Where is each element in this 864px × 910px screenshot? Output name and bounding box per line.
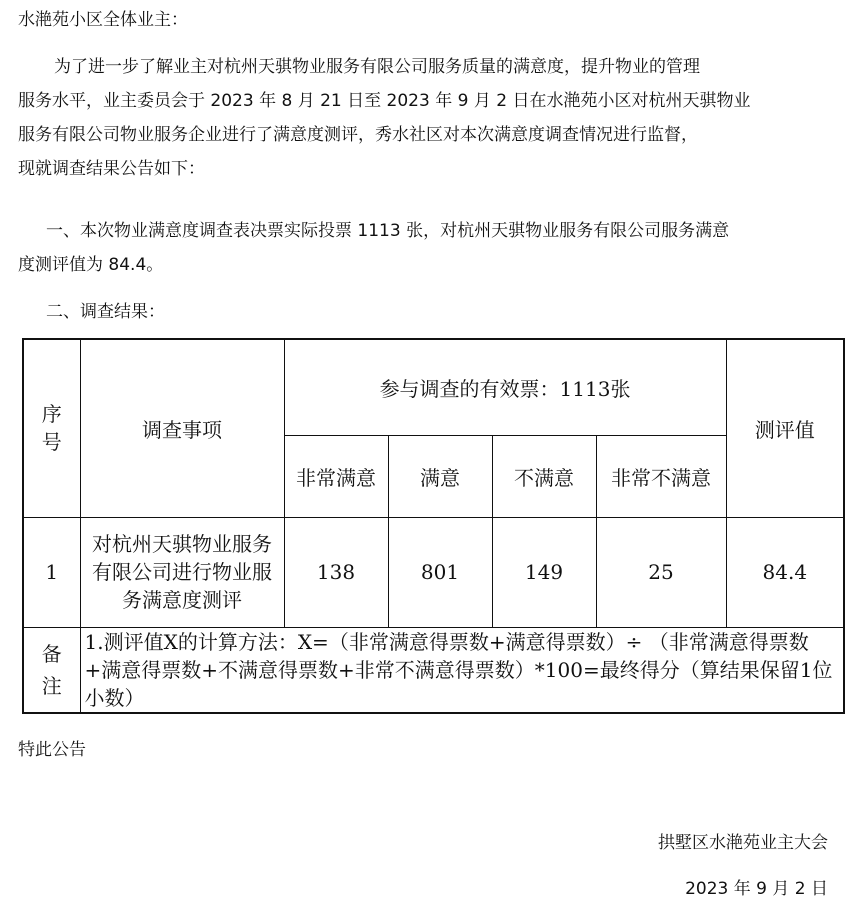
intro-paragraph bbox=[18, 50, 846, 186]
closing-notice: 特此公告 bbox=[18, 740, 86, 760]
header-very-dissatisfied: 非常不满意 bbox=[596, 435, 726, 517]
header-index: 序号 bbox=[23, 339, 80, 517]
header-dissatisfied: 不满意 bbox=[492, 435, 596, 517]
table-header-row bbox=[23, 339, 844, 435]
table-note-row bbox=[23, 627, 844, 713]
row-score: 84.4 bbox=[726, 517, 844, 627]
row-item: 对杭州天骐物业服务有限公司进行物业服务满意度测评 bbox=[80, 517, 284, 627]
table-row bbox=[23, 517, 844, 627]
row-very-dissatisfied-count: 25 bbox=[596, 517, 726, 627]
result-item-two-heading: 二、调查结果： bbox=[46, 302, 165, 322]
intro-line: 服务水平，业主委员会于 2023 年 8 月 21 日至 2023 年 9 月 2 日在水滟苑小区对杭州天骐物业 bbox=[18, 91, 751, 111]
row-satisfied-count: 801 bbox=[388, 517, 492, 627]
intro-line: 现就调查结果公告如下： bbox=[18, 159, 205, 179]
result-item-one bbox=[18, 214, 846, 282]
item1-line: 度测评值为 84.4。 bbox=[18, 255, 164, 275]
intro-line: 服务有限公司物业服务企业进行了满意度测评，秀水社区对本次满意度调查情况进行监督， bbox=[18, 125, 698, 145]
header-valid-votes: 参与调查的有效票：1113张 bbox=[284, 339, 726, 435]
row-index: 1 bbox=[23, 517, 80, 627]
header-score: 测评值 bbox=[726, 339, 844, 517]
row-dissatisfied-count: 149 bbox=[492, 517, 596, 627]
header-very-satisfied: 非常满意 bbox=[284, 435, 388, 517]
intro-line: 为了进一步了解业主对杭州天骐物业服务有限公司服务质量的满意度，提升物业的管理 bbox=[54, 57, 700, 77]
note-text: 1.测评值X的计算方法：X=（非常满意得票数+满意得票数）÷ （非常满意得票数+满意得票数+不满意得票数+非常不满意得票数）*100=最终得分（算结果保留1位小数） bbox=[80, 627, 844, 713]
note-label: 备注 bbox=[23, 627, 80, 713]
header-satisfied: 满意 bbox=[388, 435, 492, 517]
salutation: 水滟苑小区全体业主： bbox=[18, 10, 188, 30]
signature-organization: 拱墅区水滟苑业主大会 bbox=[658, 833, 828, 853]
item1-line: 一、本次物业满意度调查表决票实际投票 1113 张，对杭州天骐物业服务有限公司服务满意 bbox=[46, 221, 730, 241]
row-very-satisfied-count: 138 bbox=[284, 517, 388, 627]
header-item: 调查事项 bbox=[80, 339, 284, 517]
signature-date: 2023 年 9 月 2 日 bbox=[685, 879, 828, 899]
survey-result-table bbox=[22, 338, 845, 714]
